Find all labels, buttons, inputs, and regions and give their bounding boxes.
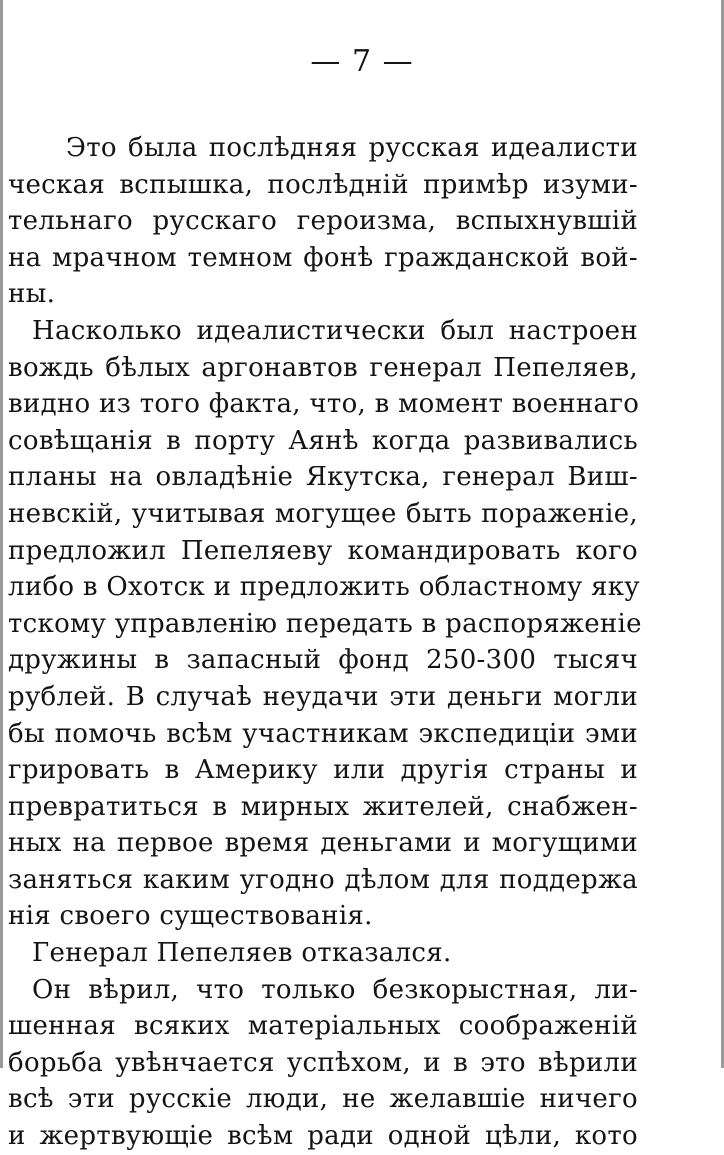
text-line: нiя своего существованiя. bbox=[8, 901, 373, 932]
text-line: Это была послѣдняя русская идеалисти bbox=[66, 133, 638, 163]
text-line: тскому управленiю передать в распоряженiе bbox=[8, 608, 642, 639]
text-line: тельнаго русскаго героизма, вспыхнувшiй bbox=[8, 206, 638, 237]
text-line: дружины в запасный фонд 250-300 тысяч bbox=[8, 645, 638, 676]
text-line: всѣ эти русскiе люди, не желавшiе ничего bbox=[8, 1084, 638, 1115]
text-line: на мрачном темном фонѣ гражданской вой- bbox=[8, 242, 638, 273]
text-line: ны. bbox=[8, 279, 56, 310]
text-line: рублей. В случаѣ неудачи эти деньги могли bbox=[8, 681, 638, 712]
text-line: ческая вспышка, послѣднiй примѣр изуми- bbox=[8, 169, 638, 200]
page-number: — 7 — bbox=[310, 44, 414, 79]
text-line: шенная всяких матерiальных соображенiй bbox=[8, 1011, 638, 1042]
text-line: и жертвующiе всѣм ради одной цѣли, кото bbox=[8, 1121, 638, 1152]
text-line: грировать в Америку или другiя страны и bbox=[8, 755, 638, 786]
text-line: совѣщанiя в порту Аянѣ когда развивались bbox=[8, 425, 638, 456]
text-line: видно из того факта, что, в момент военнаго bbox=[8, 389, 640, 420]
text-line: превратиться в мирных жителей, снабжен- bbox=[8, 791, 638, 822]
text-line: заняться каким угодно дѣлом для поддержа bbox=[8, 864, 638, 895]
body-text bbox=[8, 130, 642, 1155]
text-line: предложил Пепеляеву командировать кого bbox=[8, 535, 638, 566]
text-line: бы помочь всѣм участникам экспедицiи эми bbox=[8, 718, 638, 749]
text-line: вождь бѣлых аргонавтов генерал Пепеляев, bbox=[8, 352, 638, 383]
text-line: либо в Охотск и предложить областному яку bbox=[8, 572, 640, 603]
text-line: планы на овладѣнiе Якутска, генерал Виш- bbox=[8, 462, 638, 493]
text-line: Он вѣрил, что только безкорыстная, ли- bbox=[32, 974, 638, 1005]
text-line: борьба увѣнчается успѣхом, и в это вѣрили bbox=[8, 1047, 638, 1078]
text-line: Генерал Пепеляев отказался. bbox=[32, 938, 452, 969]
text-line: ных на первое время деньгами и могущими bbox=[8, 828, 638, 859]
text-line: невскiй, учитывая могущее быть пораженiе, bbox=[8, 498, 638, 529]
text-line: Насколько идеалистически был настроен bbox=[32, 315, 638, 346]
page-edge-left bbox=[0, 0, 3, 1068]
